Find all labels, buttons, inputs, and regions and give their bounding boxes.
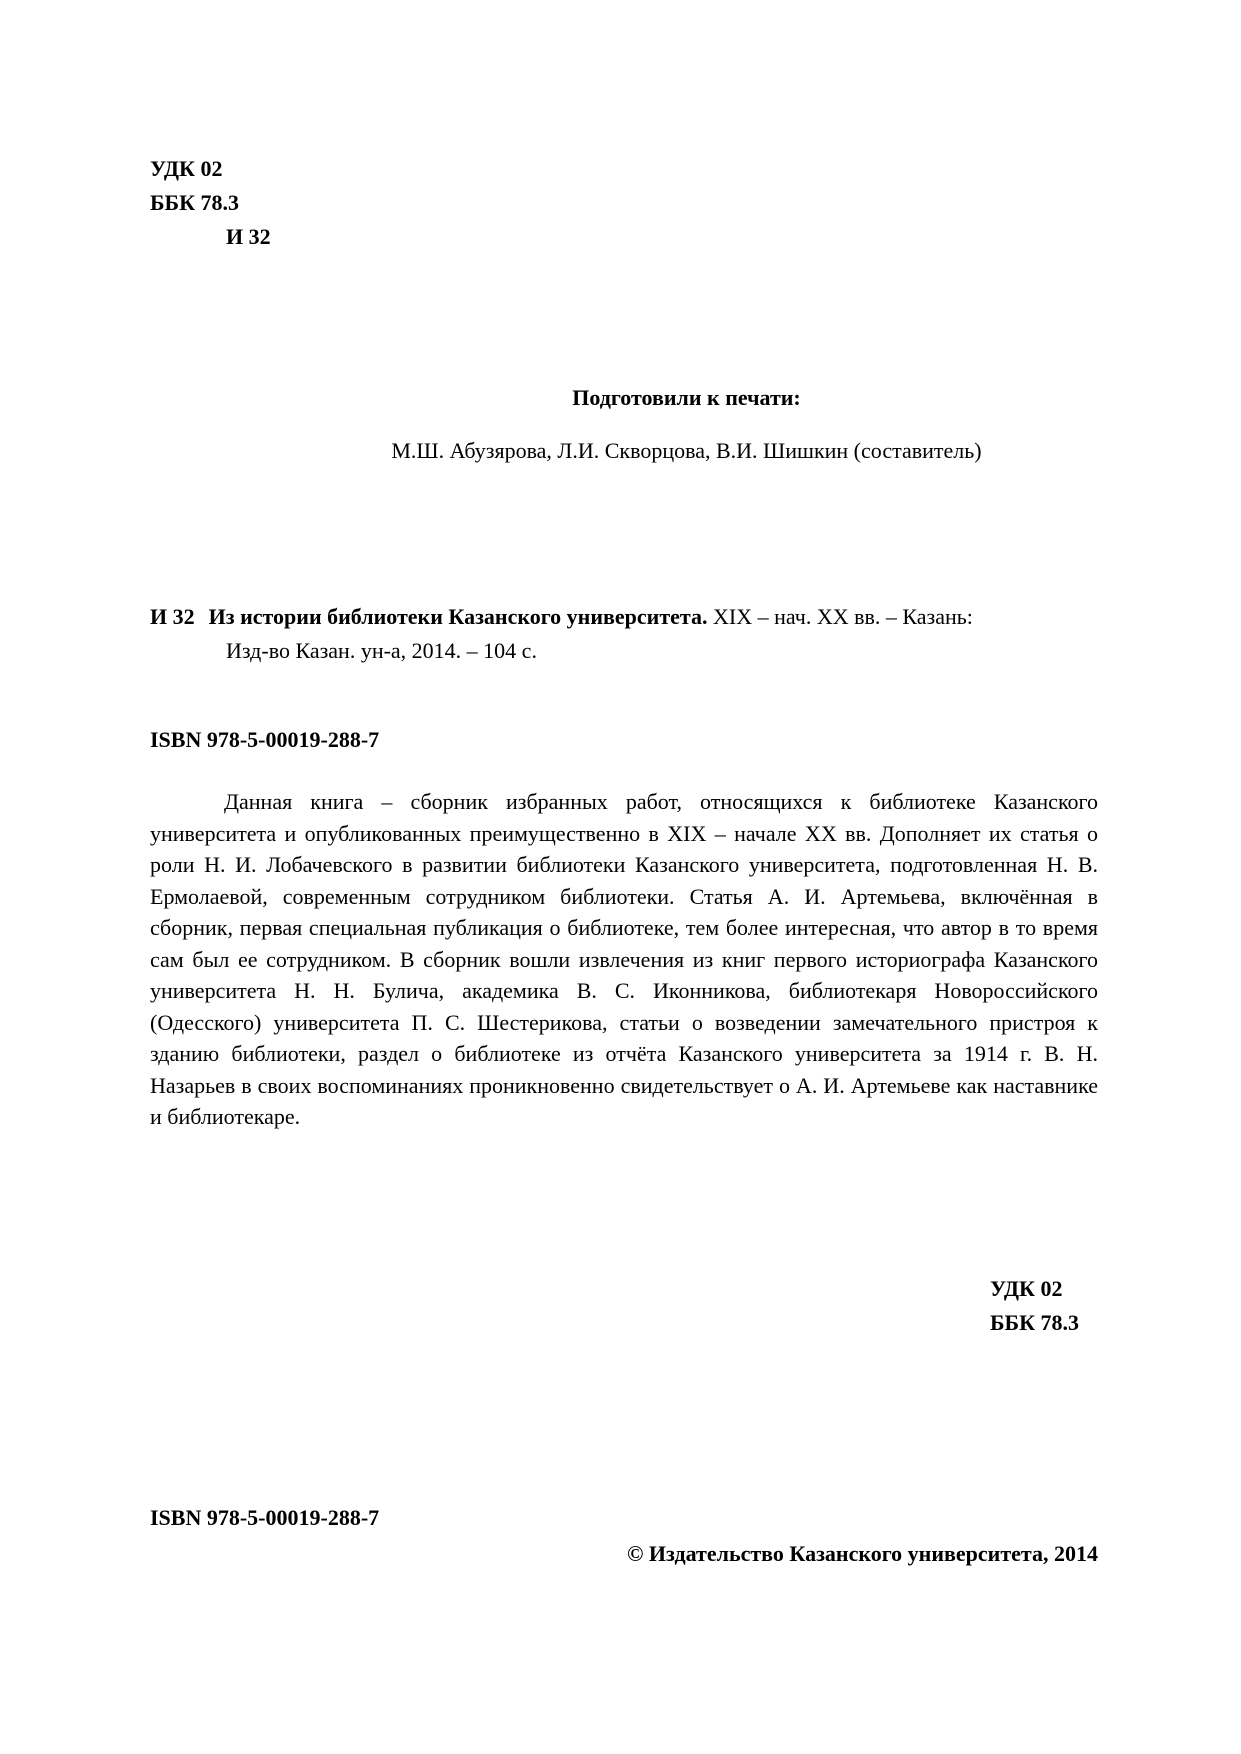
- book-title: Из истории библиотеки Казанского университета.: [208, 604, 708, 629]
- classification-block-top: [150, 152, 271, 254]
- book-period-place: XIX – нач. XX вв. – Казань:: [707, 604, 973, 629]
- annotation: [150, 786, 1098, 1133]
- publisher-line: Изд-во Казан. ун-а, 2014. – 104 с.: [226, 638, 537, 663]
- bbk-code: ББК 78.3: [150, 190, 240, 215]
- isbn-top: ISBN 978-5-00019-288-7: [150, 727, 380, 752]
- prepared-names: М.Ш. Абузярова, Л.И. Скворцова, В.И. Шишкин (составитель): [391, 438, 982, 463]
- prepared-title: Подготовили к печати:: [572, 385, 801, 410]
- udk-code: УДК 02: [150, 156, 223, 181]
- annotation-text: Данная книга – сборник избранных работ, относящихся к библиотеке Казанского университета и опубликованных преимущественно в XIX – начале XX вв. Дополняет их статья о роли Н. И. Лобачевского в развитии библиотеки Казанского университета, подготовленная Н. В. Ермолаевой, современным сотрудником библиотеки. Статья А. И. Артемьева, включённая в сборник, первая специальная публикация о библиотеке, тем более интересная, что автор в то время сам был ее сотрудником. В сборник вошли извлечения из книг первого историографа Казанского университета Н. Н. Булича, академика В. С. Иконникова, библиотекаря Новороссийского (Одесского) университета П. С. Шестерикова, статьи о возведении замечательного пристроя к зданию библиотеки, раздел о библиотеке из отчёта Казанского университета за 1914 г. В. Н. Назарьев в своих воспоминаниях проникновенно свидетельствует о А. И. Артемьеве как наставнике и библиотекаре.: [150, 789, 1098, 1129]
- copyright: © Издательство Казанского университета, 2014: [627, 1541, 1098, 1566]
- classification-block-bottom: [990, 1272, 1079, 1340]
- author-mark: И 32: [226, 224, 271, 249]
- bibliographic-line-1: [150, 600, 1098, 634]
- bbk-code-bottom: ББК 78.3: [990, 1310, 1080, 1335]
- bibliographic-record: [150, 600, 1098, 668]
- bibliographic-mark: И 32: [150, 604, 195, 629]
- udk-code-bottom: УДК 02: [990, 1276, 1063, 1301]
- isbn-bottom: ISBN 978-5-00019-288-7: [150, 1505, 380, 1530]
